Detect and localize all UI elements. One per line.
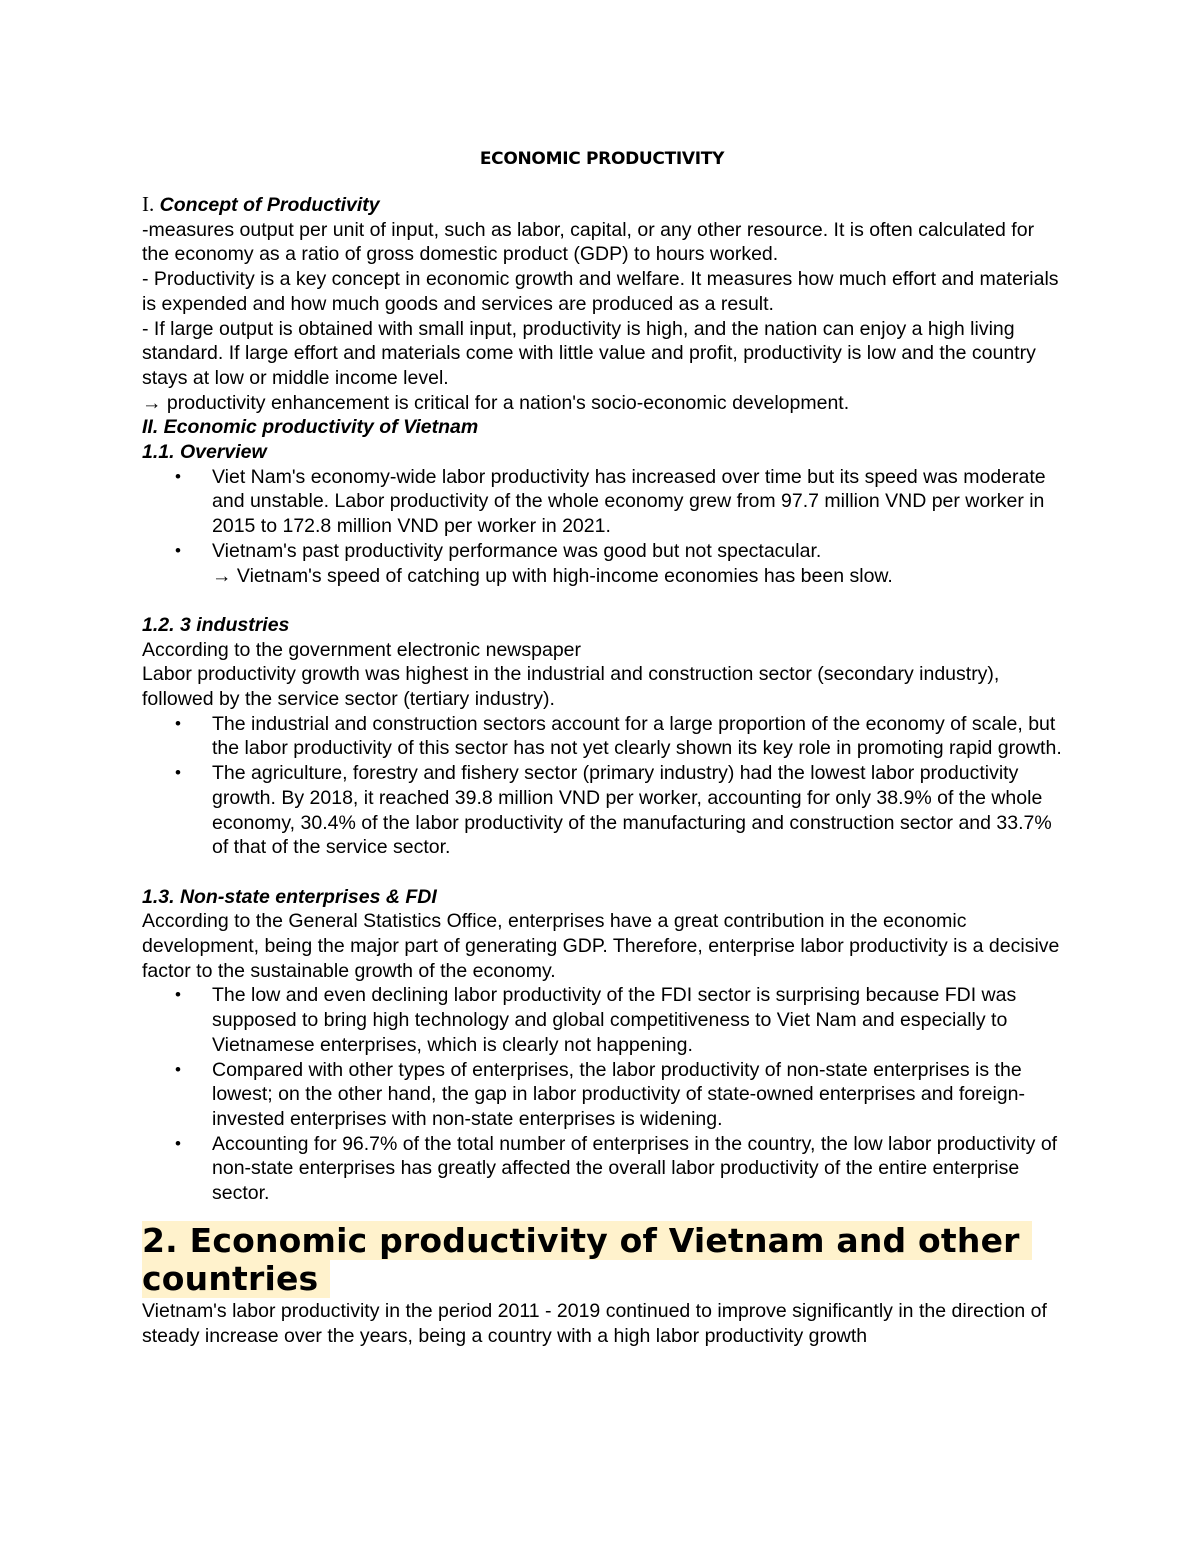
overview-bullet-list	[142, 465, 1062, 589]
list-item	[142, 761, 1062, 860]
document-page	[142, 146, 1062, 1348]
bullet-icon: •	[175, 713, 181, 733]
section-1-number: I.	[142, 192, 155, 216]
list-item-text: Accounting for 96.7% of the total number of enterprises in the country, the low labor productivity of non-state enterprises has greatly affected the overall labor productivity of the entire enterprise sector.	[212, 1132, 1058, 1205]
paragraph: According to the government electronic newspaper	[142, 638, 581, 661]
paragraph: - If large output is obtained with small input, productivity is high, and the nation can enjoy a high living standard. If large effort and materials come with little value and profit, productivity is low and the country stays at low or middle income level.	[142, 317, 1036, 389]
list-item	[142, 983, 1062, 1057]
subsection-1-1-heading: 1.1. Overview	[142, 441, 267, 464]
list-item-note: → Vietnam's speed of catching up with high-income economies has been slow.	[212, 564, 893, 587]
list-item	[142, 465, 1062, 539]
section-1-heading	[142, 192, 1062, 218]
paragraph: According to the General Statistics Office, enterprises have a great contribution in the economic development, being the major part of generating GDP. Therefore, enterprise labor productivity is a decisive factor to the sustainable growth of the economy.	[142, 910, 1060, 982]
bullet-icon: •	[175, 1133, 181, 1153]
list-item	[142, 1058, 1062, 1132]
enterprises-bullet-list	[142, 983, 1062, 1205]
bullet-icon: •	[175, 985, 181, 1005]
spacer	[142, 860, 1062, 885]
section-3-heading	[142, 1222, 1062, 1298]
list-item-text: Compared with other types of enterprises, the labor productivity of non-state enterprises is the lowest; on the other hand, the gap in labor productivity of state-owned enterprises and foreign-invested enterprises with non-state enterprises is widening.	[212, 1058, 1025, 1130]
paragraph: -measures output per unit of input, such as labor, capital, or any other resource. It is often calculated for the economy as a ratio of gross domestic product (GDP) to hours worked.	[142, 218, 1035, 266]
list-item-text: The low and even declining labor productivity of the FDI sector is surprising because FDI was supposed to bring high technology and global competitiveness to Viet Nam and especially to Vietnamese enterprises, which is clearly not happening.	[212, 984, 1017, 1056]
paragraph: Vietnam's labor productivity in the period 2011 - 2019 continued to improve significantly in the direction of steady increase over the years, being a country with a high labor productivity growth	[142, 1299, 1047, 1347]
industries-bullet-list	[142, 712, 1062, 860]
paragraph: → productivity enhancement is critical for a nation's socio-economic development.	[142, 391, 850, 414]
document-title: ECONOMIC PRODUCTIVITY	[479, 149, 725, 169]
highlighted-heading-text: 2. Economic productivity of Vietnam and other countries	[142, 1221, 1032, 1298]
list-item	[142, 712, 1062, 761]
bullet-icon: •	[175, 763, 181, 783]
section-1-title: Concept of Productivity	[159, 194, 380, 216]
list-item-text: The industrial and construction sectors account for a large proportion of the economy of scale, but the labor productivity of this sector has not yet clearly shown its key role in promoting rapid growth.	[212, 712, 1062, 760]
spacer	[142, 588, 1062, 613]
list-item-text: Viet Nam's economy-wide labor productivity has increased over time but its speed was moderate and unstable. Labor productivity of the whole economy grew from 97.7 million VND per worker in 2015 to 172.8 million VND per worker in 2021.	[212, 465, 1046, 538]
bullet-icon: •	[175, 540, 181, 560]
bullet-icon: •	[175, 466, 181, 486]
list-item	[142, 1132, 1062, 1206]
section-2-heading: II. Economic productivity of Vietnam	[142, 416, 479, 439]
list-item-text: Vietnam's past productivity performance was good but not spectacular.	[212, 539, 822, 562]
paragraph: Labor productivity growth was highest in the industrial and construction sector (secondary industry), followed by the service sector (tertiary industry).	[142, 663, 1000, 711]
paragraph: - Productivity is a key concept in economic growth and welfare. It measures how much effort and materials is expended and how much goods and services are produced as a result.	[142, 268, 1059, 315]
subsection-1-2-heading: 1.2. 3 industries	[142, 613, 290, 636]
list-item	[142, 539, 1062, 588]
list-item-text: The agriculture, forestry and fishery sector (primary industry) had the lowest labor productivity growth. By 2018, it reached 39.8 million VND per worker, accounting for only 38.9% of the whole economy, 30.4% of the labor productivity of the manufacturing and construction sector and 33.7% of that of the service sector.	[212, 762, 1052, 859]
bullet-icon: •	[175, 1059, 181, 1079]
subsection-1-3-heading: 1.3. Non-state enterprises & FDI	[142, 885, 437, 908]
